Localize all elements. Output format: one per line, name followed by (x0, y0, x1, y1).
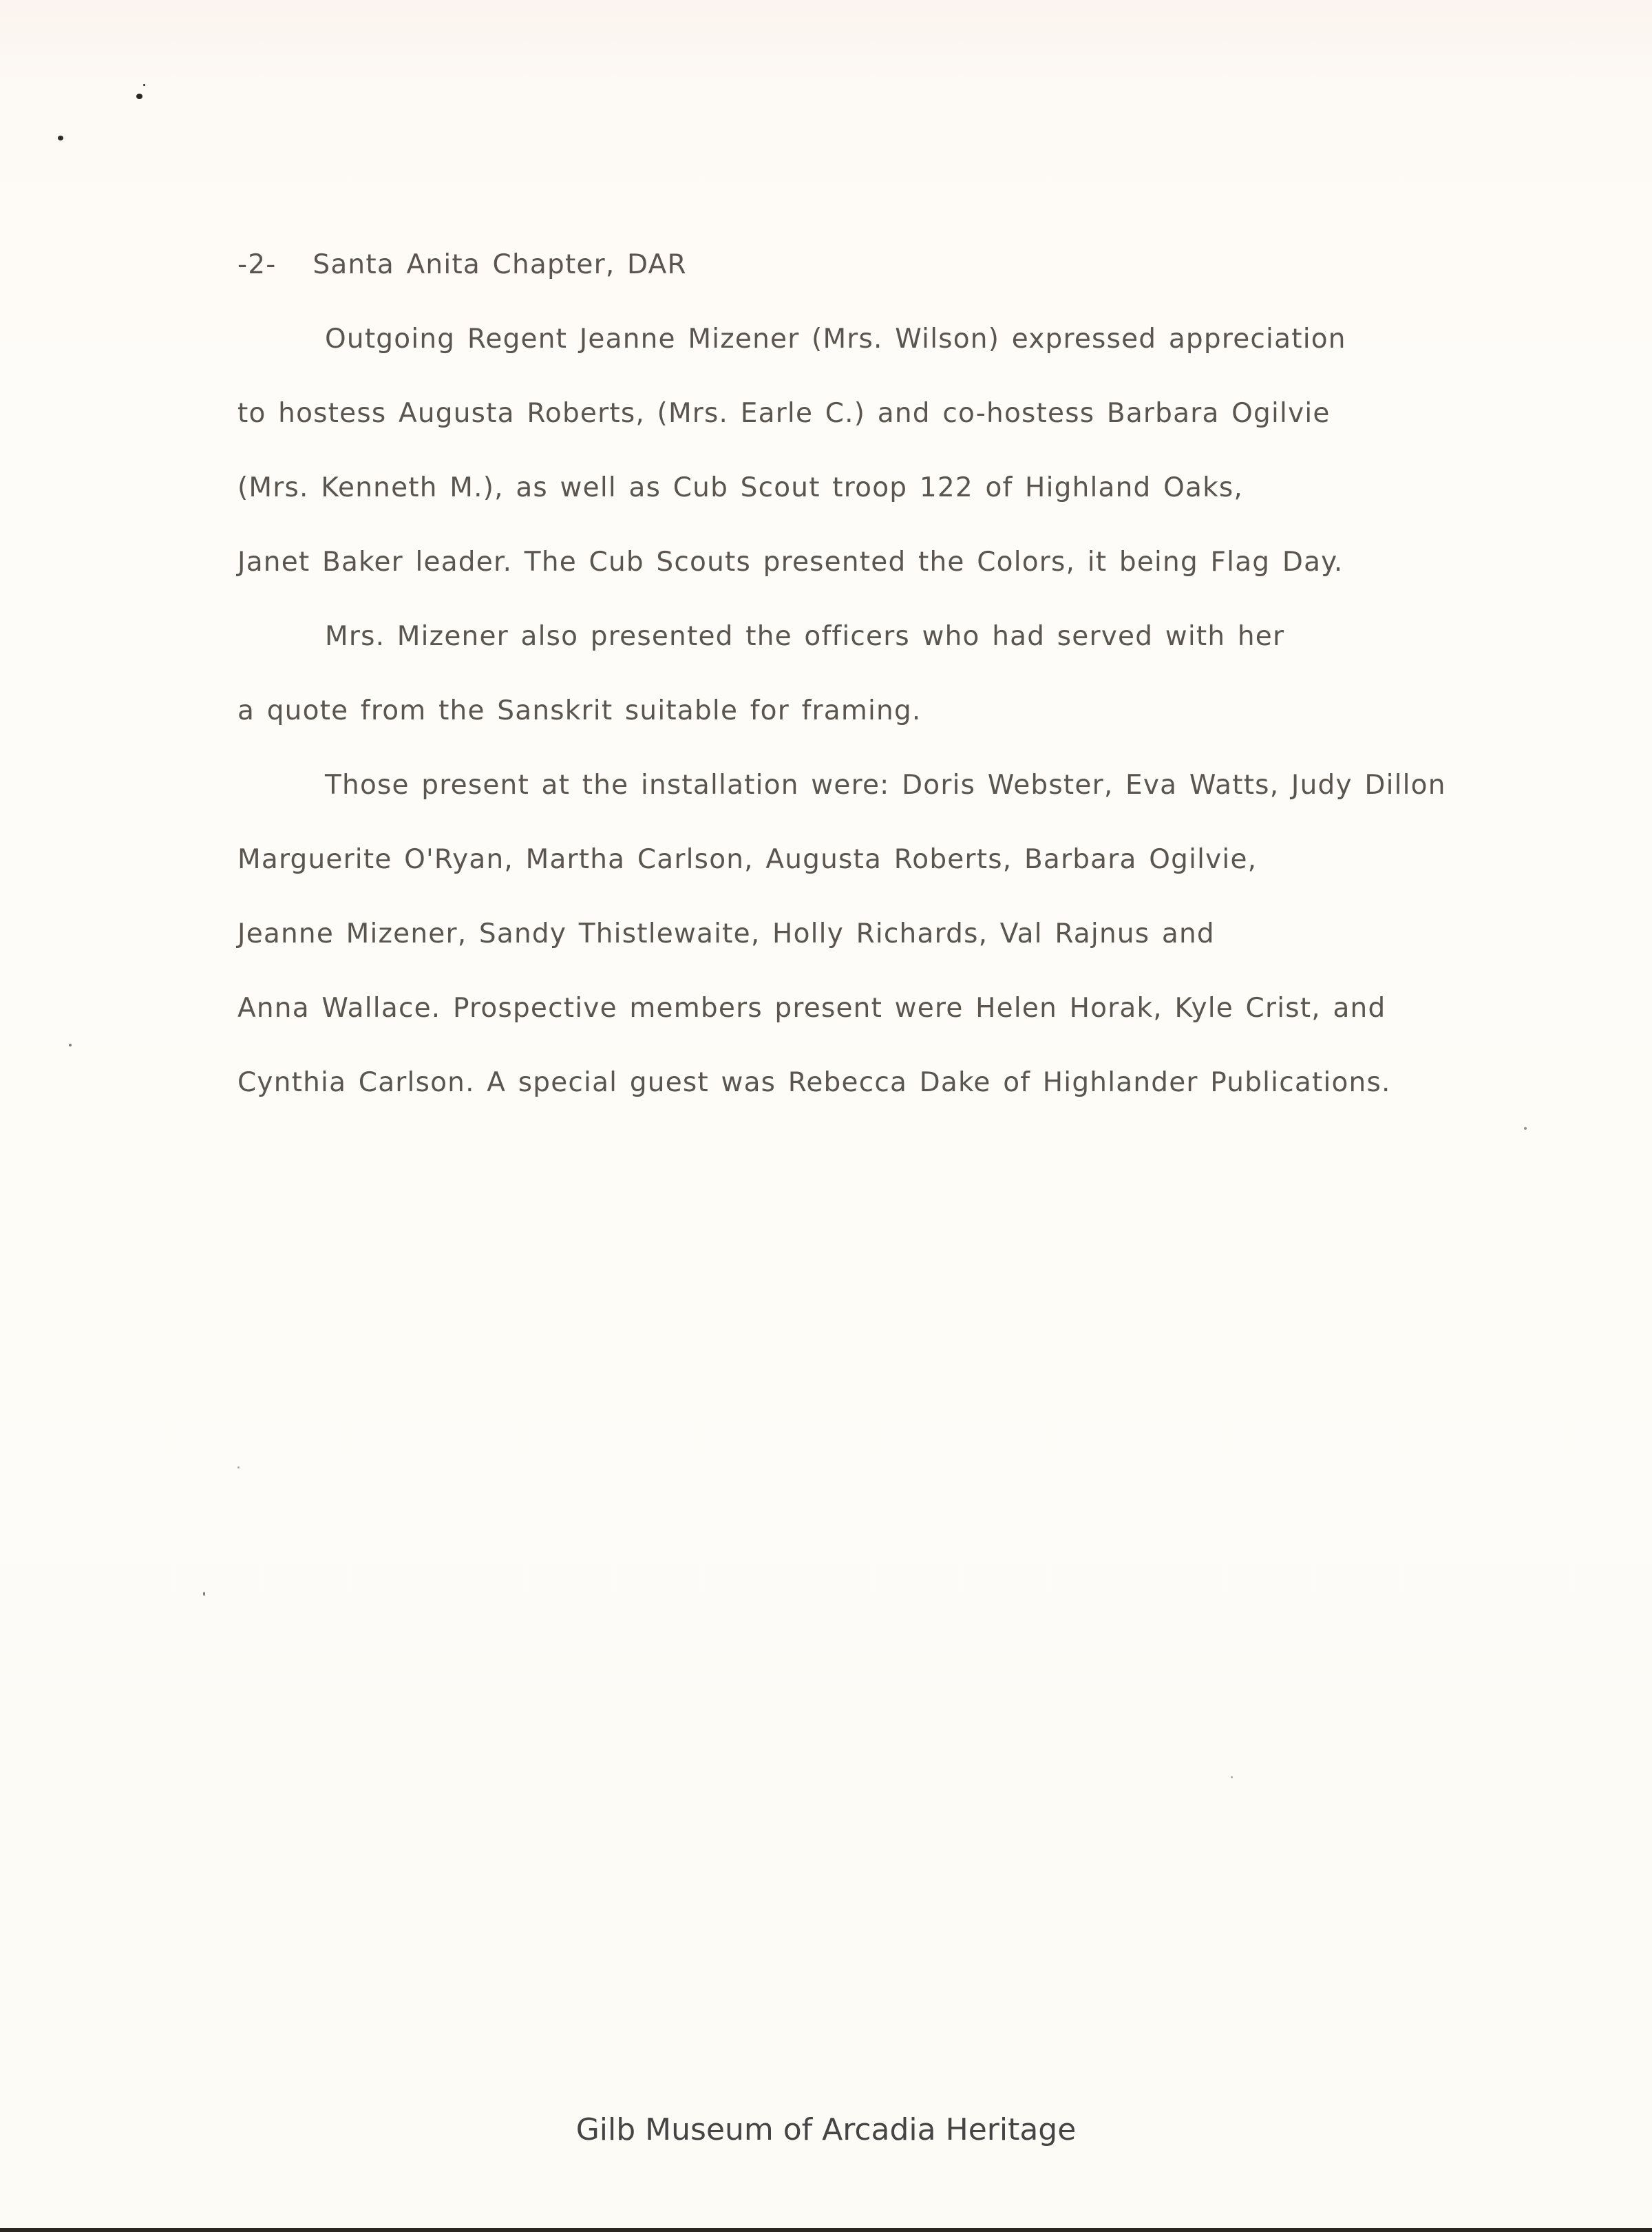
text-line: Mrs. Mizener also presented the officers who had served with her (325, 621, 1285, 652)
page-bottom-edge (0, 2228, 1652, 2232)
chapter-title: Santa Anita Chapter, DAR (313, 249, 687, 280)
text-line: Marguerite O'Ryan, Martha Carlson, Augusta Roberts, Barbara Ogilvie, (237, 844, 1258, 875)
ink-speck (237, 1466, 240, 1468)
text-line: to hostess Augusta Roberts, (Mrs. Earle C.) and co-hostess Barbara Ogilvie (237, 398, 1331, 429)
text-line: Cynthia Carlson. A special guest was Rebecca Dake of Highlander Publications. (237, 1067, 1391, 1098)
page-header (237, 249, 687, 280)
ink-speck (58, 136, 63, 140)
text-line: (Mrs. Kenneth M.), as well as Cub Scout troop 122 of Highland Oaks, (237, 472, 1243, 503)
text-line: Janet Baker leader. The Cub Scouts presented the Colors, it being Flag Day. (237, 547, 1344, 578)
ink-speck (136, 94, 142, 99)
text-line: Anna Wallace. Prospective members present were Helen Horak, Kyle Crist, and (237, 993, 1386, 1024)
museum-credit: Gilb Museum of Arcadia Heritage (575, 2112, 1077, 2147)
ink-speck (143, 84, 145, 86)
ink-speck (1524, 1127, 1527, 1130)
ink-speck (69, 1044, 72, 1046)
text-line: Jeanne Mizener, Sandy Thistlewaite, Holly Richards, Val Rajnus and (237, 918, 1215, 949)
page-number: -2- (237, 249, 277, 280)
text-line: a quote from the Sanskrit suitable for framing. (237, 695, 922, 726)
ink-speck (203, 1592, 205, 1596)
text-line: Outgoing Regent Jeanne Mizener (Mrs. Wilson) expressed appreciation (325, 324, 1346, 355)
text-line: Those present at the installation were: Doris Webster, Eva Watts, Judy Dillon (325, 770, 1446, 801)
ink-speck (1231, 1776, 1233, 1778)
